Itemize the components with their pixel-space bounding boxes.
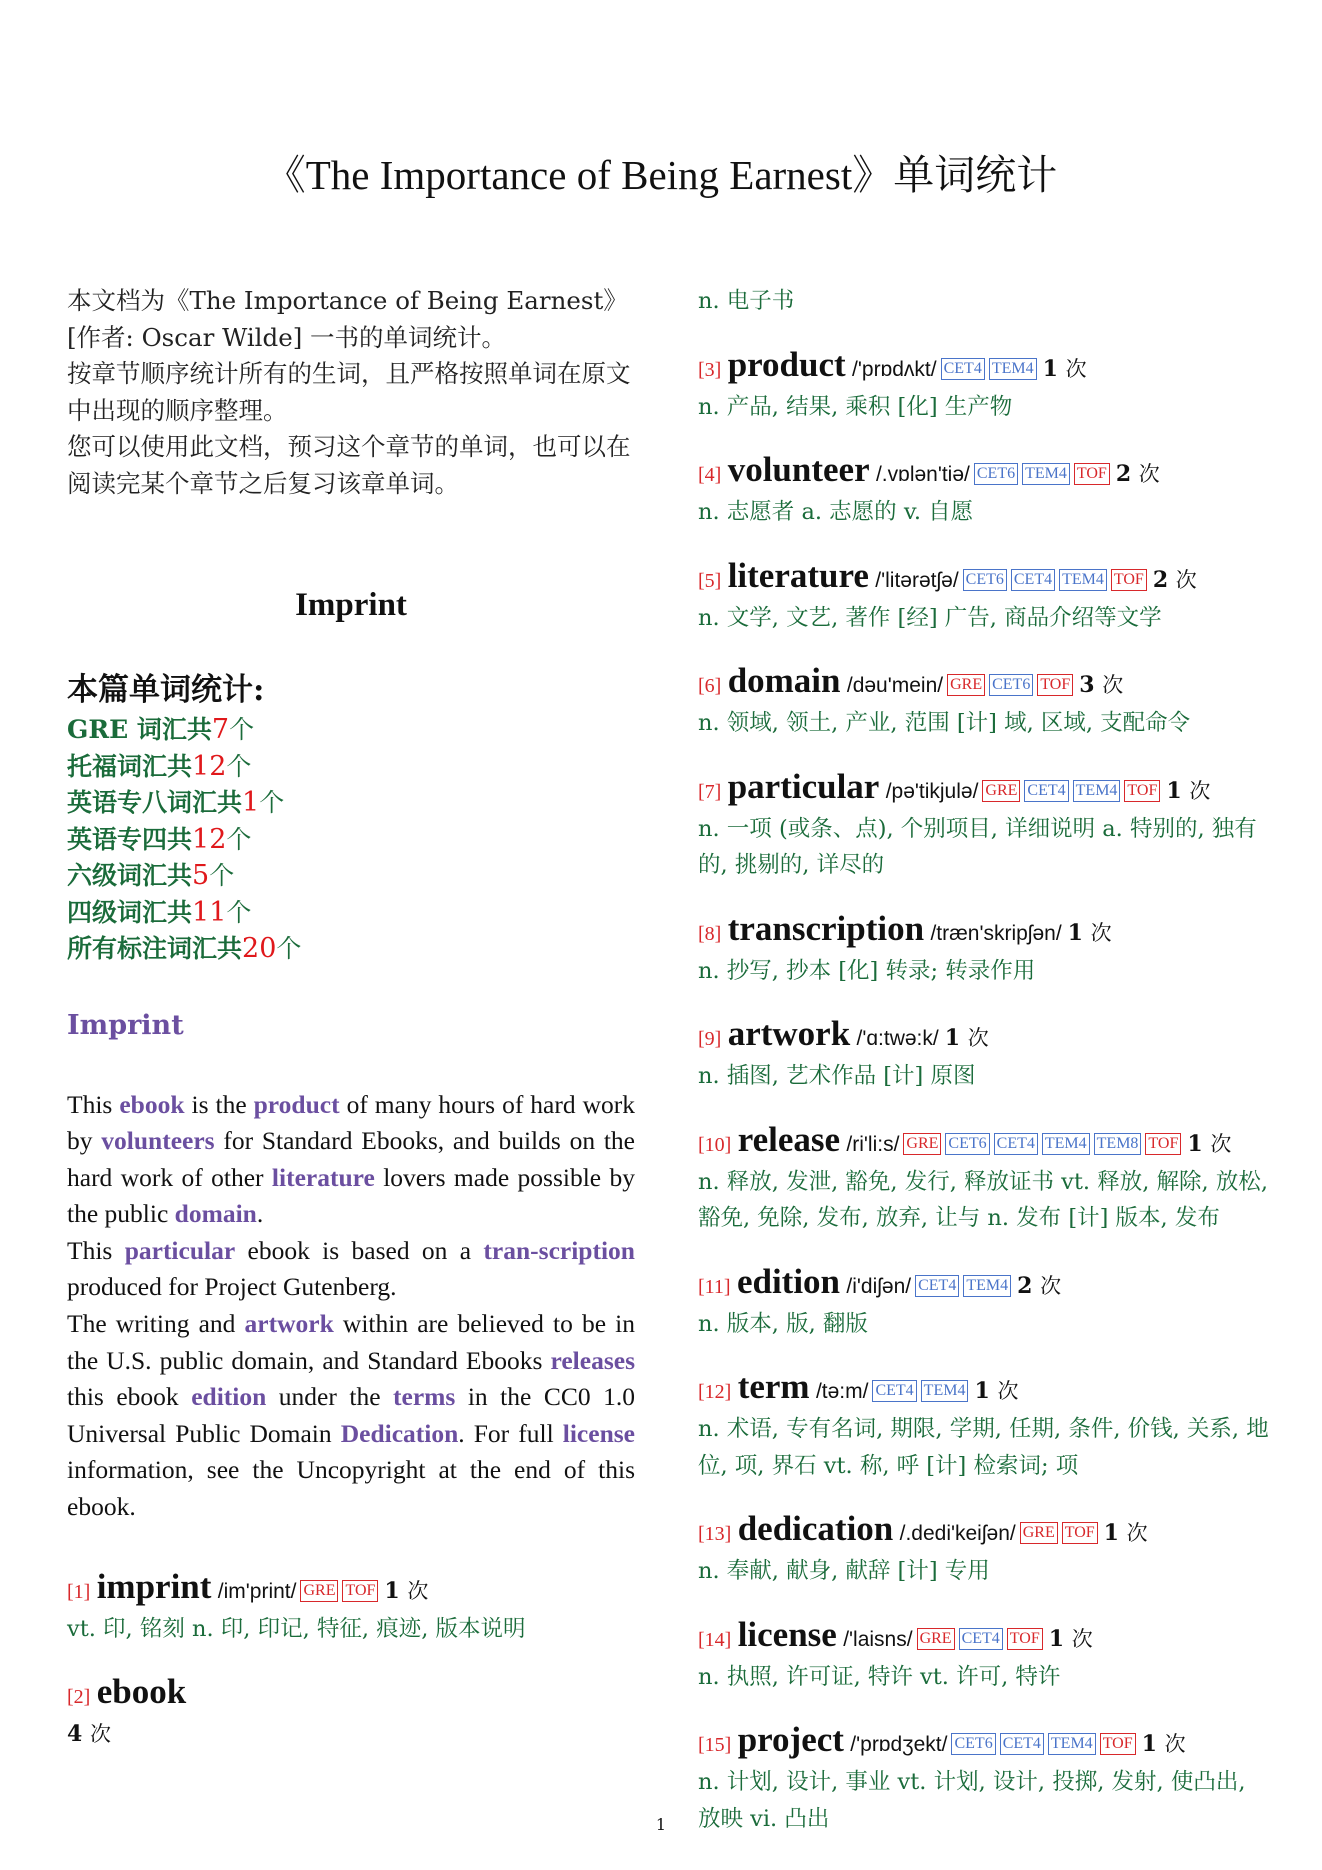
entry-index: [9] — [698, 1028, 722, 1050]
word-entry — [67, 1673, 635, 1752]
entry-index: [10] — [698, 1133, 732, 1156]
vocab-tag: TOF — [1100, 1733, 1136, 1755]
highlighted-word: volunteers — [101, 1126, 215, 1156]
entry-index: [3] — [698, 358, 722, 381]
count-unit: 次 — [1164, 1732, 1186, 1756]
right-entry-list — [698, 346, 1270, 1838]
word-entry — [698, 1368, 1270, 1484]
stat-count: 5 — [192, 860, 210, 891]
vocab-tag: GRE — [903, 1133, 941, 1155]
highlighted-word: license — [562, 1418, 635, 1448]
text-run: of many hours of hard work by — [67, 1089, 635, 1156]
highlighted-word: domain — [174, 1199, 257, 1229]
intro-line: 按章节顺序统计所有的生词，且严格按照单词在原文中出现的顺序整理。 — [67, 359, 631, 425]
word-entry — [698, 662, 1270, 742]
vocab-tag: GRE — [1020, 1522, 1058, 1544]
entry-phonetic: /ri'li:s/ — [846, 1132, 900, 1156]
entry-index: [5] — [698, 569, 722, 592]
stat-count: 1 — [242, 787, 260, 818]
vocab-tag: GRE — [300, 1580, 338, 1602]
vocab-tag: TOF — [1124, 780, 1160, 802]
page-number: 1 — [655, 1815, 667, 1834]
count-unit: 次 — [1065, 356, 1087, 381]
vocab-tag: TOF — [1037, 674, 1073, 696]
entry-definition: n. 执照, 许可证, 特许 vt. 许可, 特许 — [698, 1663, 1061, 1690]
text-run: information, see the Uncopyright at the end of this ebook. — [67, 1455, 635, 1522]
vocab-tag: TEM8 — [1094, 1133, 1142, 1155]
stat-unit: 个 — [226, 897, 252, 927]
count-unit: 次 — [1102, 673, 1124, 697]
count-unit: 次 — [997, 1379, 1019, 1403]
count-unit: 次 — [1210, 1131, 1232, 1156]
entry-definition: n. 产品, 结果, 乘积 [化] 生产物 — [698, 393, 1013, 420]
body-paragraph — [67, 1306, 635, 1526]
word-entry — [698, 1121, 1270, 1237]
stat-unit: 个 — [259, 788, 285, 817]
stat-unit: 个 — [226, 751, 252, 781]
highlighted-word: product — [253, 1089, 340, 1119]
stat-row — [67, 749, 635, 786]
entry-phonetic: /træn'skripʃən/ — [930, 921, 1062, 945]
entry-phonetic: /.vɒlən'tiə/ — [875, 463, 970, 486]
entry-head — [67, 1673, 635, 1716]
vocab-tag: TEM4 — [963, 1275, 1011, 1297]
word-entry — [698, 1616, 1270, 1696]
word-entry — [698, 557, 1270, 637]
vocab-tag: CET4 — [941, 358, 985, 380]
entry-phonetic: /'laisns/ — [843, 1627, 913, 1651]
text-run: ebook is based on a — [235, 1235, 484, 1265]
entry-head — [698, 451, 1270, 494]
vocab-tag: TEM4 — [1073, 780, 1121, 802]
entry-head — [698, 1721, 1270, 1764]
highlighted-word: releases — [550, 1345, 635, 1375]
text-run: within are believed to be in the U.S. public domain, and Standard Ebooks — [67, 1309, 635, 1375]
entry-phonetic: /'prɒdʒekt/ — [850, 1733, 948, 1756]
highlighted-word: artwork — [244, 1309, 334, 1339]
entry-count: 1 次 — [1067, 919, 1112, 946]
entry-phonetic: /i'diʃən/ — [846, 1274, 912, 1298]
highlighted-word: terms — [393, 1382, 456, 1412]
sub-heading: Imprint — [67, 1009, 184, 1041]
entry-index: [2] — [67, 1686, 91, 1709]
word-entry — [698, 346, 1270, 426]
entry-word: license — [737, 1614, 837, 1654]
intro — [67, 283, 635, 502]
left-column — [67, 283, 635, 1778]
vocab-tag: CET4 — [915, 1275, 959, 1297]
entry-index: [13] — [698, 1523, 732, 1545]
entry-definition: n. 领域, 领土, 产业, 范围 [计] 域, 区域, 支配命令 — [698, 710, 1191, 736]
count-unit: 次 — [967, 1026, 989, 1050]
count-unit: 次 — [1126, 1521, 1148, 1545]
entry-index: [11] — [698, 1275, 731, 1298]
stat-label: 英语专八词汇共 — [67, 788, 243, 817]
entry-definition: n. 志愿者 a. 志愿的 v. 自愿 — [698, 499, 974, 525]
right-column — [698, 283, 1270, 1863]
vocab-tag: TEM4 — [989, 358, 1037, 380]
text-run: in the CC0 1.0 Universal Public Domain — [67, 1382, 635, 1448]
page-title: 《The Importance of Being Earnest》单词统计 — [264, 152, 1058, 198]
highlighted-word: literature — [271, 1162, 375, 1192]
entry-count: 1 次 — [384, 1577, 429, 1604]
entry-count: 3 次 — [1079, 672, 1124, 698]
count-unit: 次 — [1040, 1273, 1062, 1298]
entry-count: 1 次 — [1048, 1625, 1093, 1652]
count-unit: 次 — [1090, 920, 1112, 945]
vocab-tag: CET6 — [963, 569, 1007, 591]
highlighted-word: tran-scription — [483, 1235, 635, 1265]
entry-head — [698, 1015, 1270, 1058]
text-run: produced for Project Gutenberg. — [67, 1272, 397, 1302]
entry-definition: vt. 印, 铭刻 n. 印, 印记, 特征, 痕迹, 版本说明 — [67, 1615, 526, 1642]
stat-unit: 个 — [226, 824, 252, 854]
count-unit: 次 — [1138, 462, 1160, 486]
entry-count: 2 次 — [1152, 566, 1197, 593]
count-unit: 次 — [89, 1722, 111, 1747]
vocab-tag: CET4 — [1011, 569, 1055, 591]
entry-definition: n. 计划, 设计, 事业 vt. 计划, 设计, 投掷, 发射, 使凸出, 放映 vi. 凸出 — [698, 1769, 1246, 1832]
entry-head — [698, 557, 1270, 600]
entry-word: ebook — [96, 1672, 187, 1712]
count-unit: 次 — [407, 1578, 429, 1603]
entry-count: 1 次 — [1187, 1130, 1232, 1157]
vocab-tag: CET4 — [1024, 780, 1068, 802]
vocab-tag: GRE — [947, 674, 985, 696]
continued-definition: n. 电子书 — [698, 288, 795, 314]
entry-count: 1 次 — [944, 1025, 989, 1051]
text-run: this ebook — [67, 1382, 192, 1412]
stat-label: 托福词汇共 — [67, 751, 193, 781]
stats-title: 本篇单词统计: — [67, 672, 265, 708]
entry-definition: n. 插图, 艺术作品 [计] 原图 — [698, 1063, 976, 1089]
entry-count: 1 次 — [1166, 777, 1211, 804]
body-paragraph — [67, 1087, 635, 1233]
entry-index: [8] — [698, 922, 722, 945]
intro-line: 本文档为《The Importance of Being Earnest》[作者: Oscar Wilde] 一书的单词统计。 — [67, 286, 628, 352]
entry-word: literature — [727, 555, 869, 595]
entry-word: particular — [727, 766, 880, 806]
count-unit: 次 — [1175, 567, 1197, 592]
stat-row — [67, 895, 635, 932]
intro-line: 您可以使用此文档，预习这个章节的单词，也可以在阅读完某个章节之后复习该章单词。 — [67, 432, 631, 498]
highlighted-word: edition — [191, 1382, 267, 1412]
vocab-tag: TEM4 — [1059, 569, 1107, 591]
text-run: This — [67, 1235, 125, 1265]
entry-head — [698, 662, 1270, 705]
entry-count: 4 次 — [67, 1721, 111, 1748]
entry-count: 1 次 — [1141, 1731, 1186, 1757]
vocab-tag: TEM4 — [1048, 1733, 1096, 1755]
entry-count: 2 次 — [1017, 1272, 1062, 1299]
entry-count: 1 次 — [1103, 1520, 1148, 1546]
vocab-tag: GRE — [917, 1628, 955, 1650]
stat-row — [67, 822, 635, 859]
entry-index: [4] — [698, 464, 722, 486]
text-run: under the — [266, 1382, 394, 1412]
entry-word: imprint — [96, 1566, 212, 1606]
vocab-tag: CET6 — [989, 674, 1033, 696]
stat-label: 英语专四共 — [67, 824, 193, 854]
stat-count: 20 — [242, 933, 277, 964]
entry-definition: n. 释放, 发泄, 豁免, 发行, 释放证书 vt. 释放, 解除, 放松, 豁免, 免除, 发布, 放弃, 让与 n. 发布 [计] 版本, 发布 — [698, 1168, 1268, 1231]
text-run: This — [67, 1089, 120, 1119]
entry-word: transcription — [727, 908, 925, 948]
text-run: lovers made possible by the public — [67, 1162, 636, 1229]
entry-phonetic: /dəu'mein/ — [846, 674, 944, 697]
text-run: for Standard Ebooks, and builds on the hard work of other — [67, 1126, 635, 1192]
entry-word: volunteer — [727, 450, 870, 489]
stat-label: 六级词汇共 — [67, 861, 193, 890]
entry-word: release — [737, 1119, 841, 1159]
section-title: Imprint — [295, 587, 407, 623]
vocab-tag: TEM4 — [1042, 1133, 1090, 1155]
word-entry — [67, 1568, 635, 1648]
vocab-tag: TEM4 — [921, 1380, 969, 1402]
entry-count: 1 次 — [974, 1378, 1019, 1404]
stat-row — [67, 785, 635, 822]
entry-word: project — [737, 1720, 844, 1759]
vocab-tag: CET6 — [974, 463, 1018, 485]
entry-head — [698, 768, 1270, 811]
vocab-tag: TOF — [1111, 569, 1147, 591]
entry-head — [67, 1568, 635, 1611]
entry-index: [1] — [67, 1580, 91, 1603]
stat-row — [67, 712, 635, 749]
body-text — [67, 1087, 635, 1526]
highlighted-word: particular — [124, 1235, 236, 1265]
word-entry — [698, 1015, 1270, 1095]
text-run: The writing and — [67, 1309, 245, 1339]
entry-definition: n. 文学, 文艺, 著作 [经] 广告, 商品介绍等文学 — [698, 604, 1162, 631]
entry-word: term — [737, 1367, 810, 1406]
stats-list — [67, 712, 635, 968]
left-entry-list — [67, 1568, 635, 1753]
highlighted-word: Dedication — [340, 1418, 459, 1448]
entry-definition: n. 一项 (或条、点), 个别项目, 详细说明 a. 特别的, 独有的, 挑剔的, 详尽的 — [698, 815, 1257, 878]
stat-label: 所有标注词汇共 — [67, 934, 243, 963]
entry-phonetic: /pə'tikjulə/ — [885, 779, 979, 803]
entry-index: [7] — [698, 780, 722, 803]
stat-row — [67, 931, 635, 968]
stat-count: 12 — [192, 823, 227, 855]
text-run: . For full — [458, 1418, 563, 1448]
stat-unit: 个 — [209, 861, 235, 890]
entry-index: [6] — [698, 675, 722, 697]
count-unit: 次 — [1189, 778, 1211, 803]
word-entry — [698, 451, 1270, 531]
word-stats — [67, 664, 635, 968]
entry-index: [15] — [698, 1734, 732, 1756]
vocab-tag: CET6 — [945, 1133, 989, 1155]
entry-phonetic: /tə:m/ — [815, 1380, 869, 1403]
vocab-tag: CET6 — [951, 1733, 995, 1755]
entry-head — [698, 1368, 1270, 1411]
vocab-tag: TOF — [1074, 463, 1110, 485]
entry-phonetic: /'litərətʃə/ — [875, 568, 959, 592]
vocab-tag: TOF — [342, 1580, 378, 1602]
entry-count: 1 次 — [1042, 355, 1087, 382]
word-entry — [698, 1510, 1270, 1590]
entry-index: [12] — [698, 1381, 732, 1403]
vocab-tag: CET4 — [872, 1380, 916, 1402]
vocab-tag: CET4 — [1000, 1733, 1044, 1755]
stat-count: 7 — [211, 714, 230, 745]
vocab-tag: CET4 — [959, 1628, 1003, 1650]
word-entry — [698, 910, 1270, 990]
entry-phonetic: /'prɒdʌkt/ — [852, 357, 937, 381]
vocab-tag: TOF — [1145, 1133, 1181, 1155]
entry-phonetic: /im'print/ — [217, 1579, 297, 1603]
entry-definition: n. 版本, 版, 翻版 — [698, 1310, 868, 1337]
entry-word: product — [727, 344, 846, 384]
text-run: . — [256, 1199, 264, 1229]
entry-definition: n. 术语, 专有名词, 期限, 学期, 任期, 条件, 价钱, 关系, 地位, 项, 界石 vt. 称, 呼 [计] 检索词; 项 — [698, 1416, 1269, 1479]
entry-index: [14] — [698, 1628, 732, 1651]
stat-label: 四级词汇共 — [67, 897, 193, 927]
entry-word: dedication — [737, 1509, 894, 1548]
body-paragraph — [67, 1233, 635, 1306]
entry-count: 2 次 — [1115, 461, 1160, 487]
vocab-tag: TOF — [1007, 1628, 1043, 1650]
entry-phonetic: /.dedi'keiʃən/ — [899, 1522, 1016, 1545]
count-unit: 次 — [1071, 1626, 1093, 1651]
vocab-tag: GRE — [982, 780, 1020, 802]
word-entry — [698, 1263, 1270, 1343]
entry-word: edition — [736, 1261, 841, 1301]
stat-count: 11 — [192, 896, 227, 928]
entry-definition: n. 抄写, 抄本 [化] 转录; 转录作用 — [698, 957, 1036, 984]
vocab-tag: TEM4 — [1022, 463, 1070, 485]
stat-unit: 个 — [229, 715, 255, 744]
entry-word: artwork — [727, 1014, 851, 1053]
stat-row — [67, 858, 635, 895]
entry-head — [698, 1263, 1270, 1306]
entry-word: domain — [727, 661, 841, 700]
entry-head — [698, 346, 1270, 389]
highlighted-word: ebook — [119, 1089, 185, 1119]
entry-definition: n. 奉献, 献身, 献辞 [计] 专用 — [698, 1558, 990, 1584]
entry-head — [698, 1616, 1270, 1659]
stat-unit: 个 — [276, 934, 302, 963]
entry-head — [698, 1121, 1270, 1164]
entry-phonetic: /'ɑ:twə:k/ — [856, 1027, 939, 1050]
word-entry — [698, 768, 1270, 884]
vocab-tag: CET4 — [994, 1133, 1038, 1155]
stat-label: GRE 词汇共 — [67, 715, 212, 744]
text-run: is the — [184, 1089, 254, 1119]
vocab-tag: TOF — [1062, 1522, 1098, 1544]
stat-count: 12 — [192, 750, 227, 782]
entry-head — [698, 1510, 1270, 1553]
entry-head — [698, 910, 1270, 953]
